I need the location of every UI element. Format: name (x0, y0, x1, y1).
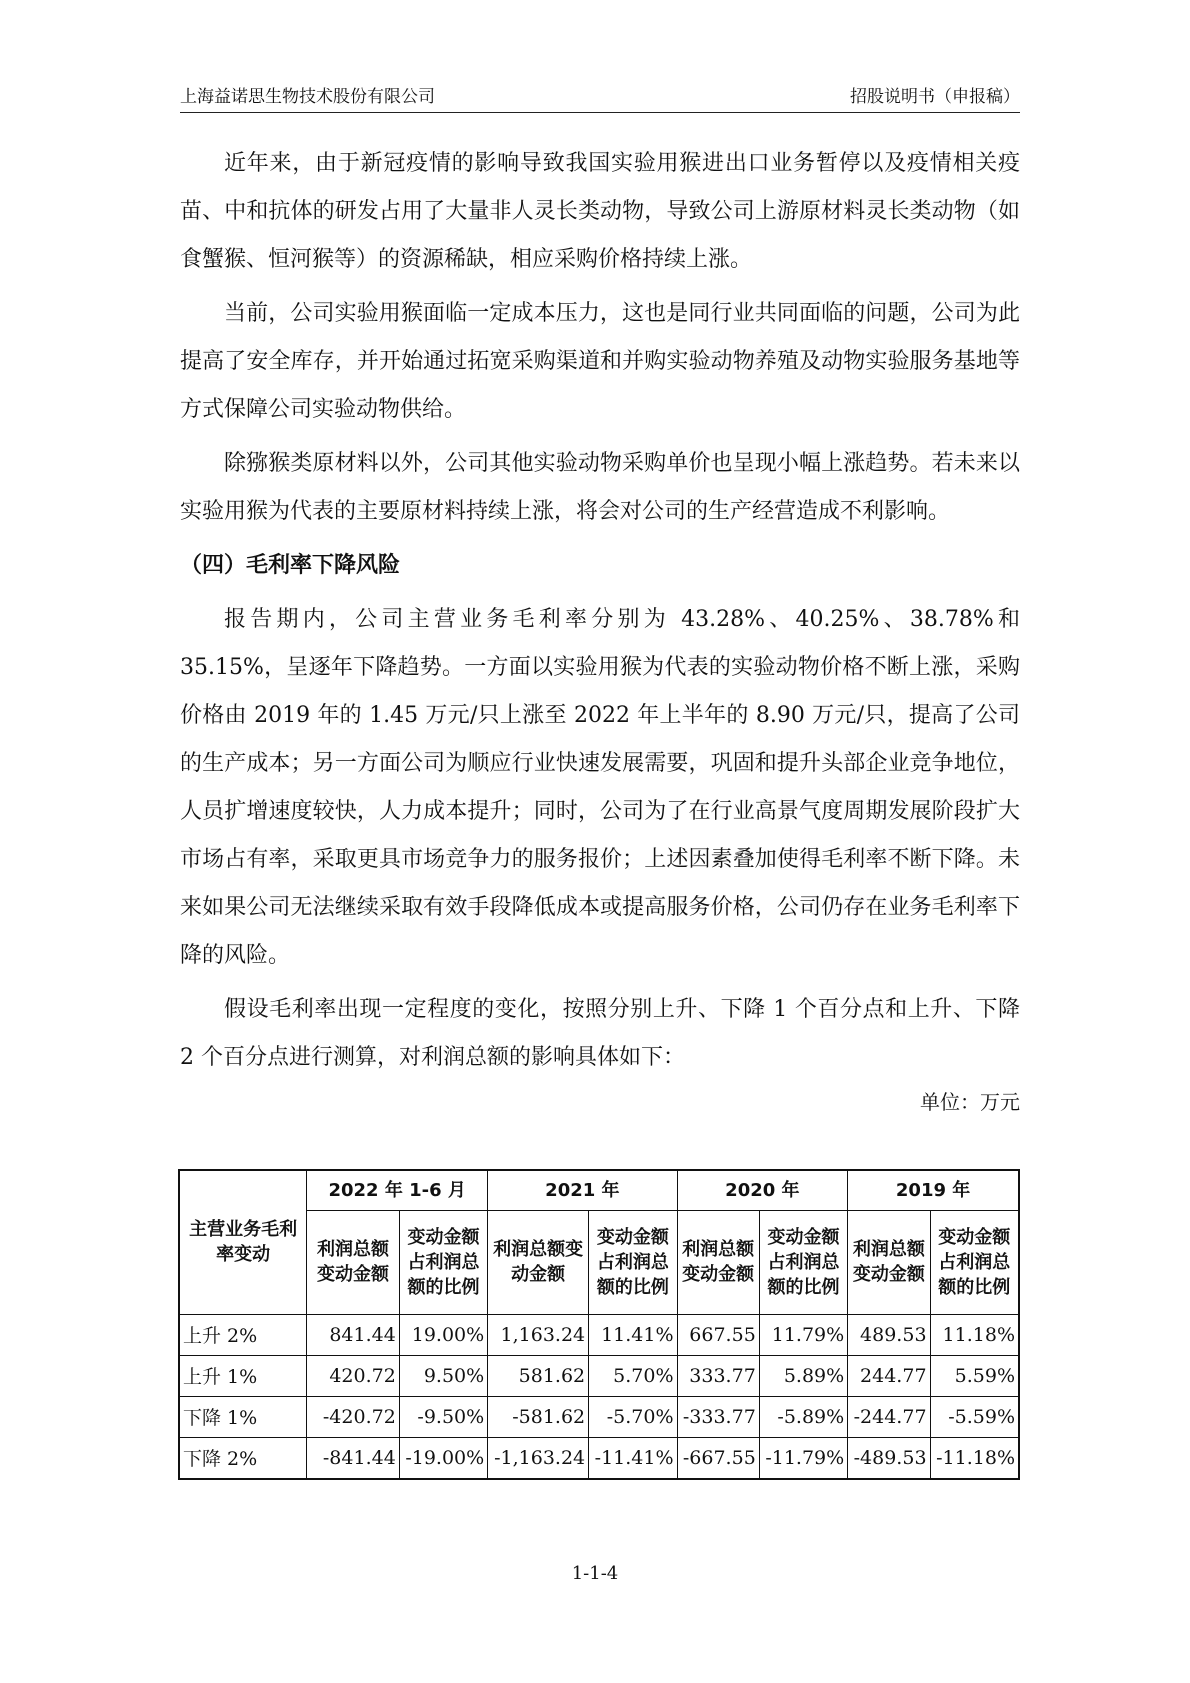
row-label: 上升 2% (179, 1314, 307, 1355)
sub-header: 变动金额占利润总额的比例 (399, 1210, 487, 1314)
period-header: 2020 年 (677, 1170, 848, 1210)
table-cell: 841.44 (307, 1314, 400, 1355)
sub-header: 利润总额变动金额 (307, 1210, 400, 1314)
table-cell: 11.18% (930, 1314, 1019, 1355)
table-cell: -11.79% (759, 1437, 847, 1479)
table-body (179, 1314, 1019, 1479)
paragraph-1: 近年来，由于新冠疫情的影响导致我国实验用猴进出口业务暂停以及疫情相关疫苗、中和抗体的研发占用了大量非人灵长类动物，导致公司上游原材料灵长类动物（如食蟹猴、恒河猴等）的资源稀缺，相应采购价格持续上涨。 (180, 151, 1020, 272)
paragraph-3: 除猕猴类原材料以外，公司其他实验动物采购单价也呈现小幅上涨趋势。若未来以实验用猴为代表的主要原材料持续上涨，将会对公司的生产经营造成不利影响。 (180, 451, 1020, 524)
table-cell: -489.53 (848, 1437, 930, 1479)
company-name: 上海益诺思生物技术股份有限公司 (180, 87, 435, 107)
table-cell: 1,163.24 (488, 1314, 589, 1355)
page-header (180, 86, 1020, 113)
row-label: 下降 2% (179, 1437, 307, 1479)
period-header: 2019 年 (848, 1170, 1019, 1210)
sub-header: 变动金额占利润总额的比例 (759, 1210, 847, 1314)
corner-header: 主营业务毛利率变动 (179, 1170, 307, 1314)
sub-header: 利润总额变动金额 (848, 1210, 930, 1314)
table-cell: -333.77 (677, 1396, 759, 1437)
table-cell: -9.50% (399, 1396, 487, 1437)
paragraph-2: 当前，公司实验用猴面临一定成本压力，这也是同行业共同面临的问题，公司为此提高了安全库存，并开始通过拓宽采购渠道和并购实验动物养殖及动物实验服务基地等方式保障公司实验动物供给。 (180, 301, 1020, 422)
sub-header: 利润总额变动金额 (677, 1210, 759, 1314)
table-cell: -841.44 (307, 1437, 400, 1479)
paragraph-4: 报告期内，公司主营业务毛利率分别为 43.28%、40.25%、38.78%和 35.15%，呈逐年下降趋势。一方面以实验用猴为代表的实验动物价格不断上涨，采购价格由 2019 年的 1.45 万元/只上涨至 2022 年上半年的 8.90 万元/只，提高了公司的生产成本；另一方面公司为顺应行业快速发展需要，巩固和提升头部企业竞争地位，人员扩增速度较快，人力成本提升；同时，公司为了在行业高景气度周期发展阶段扩大市场占有率，采取更具市场竞争力的服务报价；上述因素叠加使得毛利率不断下降。未来如果公司无法继续采取有效手段降低成本或提高服务价格，公司仍存在业务毛利率下降的风险。 (180, 607, 1020, 968)
table-cell: -1,163.24 (488, 1437, 589, 1479)
table-cell: -5.89% (759, 1396, 847, 1437)
table-cell: -5.59% (930, 1396, 1019, 1437)
table-cell: 5.70% (589, 1355, 677, 1396)
page-number: 1-1-4 (571, 1563, 619, 1584)
paragraph-5: 假设毛利率出现一定程度的变化，按照分别上升、下降 1 个百分点和上升、下降 2 个百分点进行测算，对利润总额的影响具体如下： (180, 997, 1020, 1070)
table-cell: 5.59% (930, 1355, 1019, 1396)
table-cell: 420.72 (307, 1355, 400, 1396)
sub-header: 变动金额占利润总额的比例 (589, 1210, 677, 1314)
table-cell: 11.41% (589, 1314, 677, 1355)
table-cell: -244.77 (848, 1396, 930, 1437)
sub-header: 利润总额变动金额 (488, 1210, 589, 1314)
table-cell: 333.77 (677, 1355, 759, 1396)
table-cell: -667.55 (677, 1437, 759, 1479)
table-cell: -11.41% (589, 1437, 677, 1479)
table-cell: 667.55 (677, 1314, 759, 1355)
table-cell: 5.89% (759, 1355, 847, 1396)
table-cell: -19.00% (399, 1437, 487, 1479)
sub-header: 变动金额占利润总额的比例 (930, 1210, 1019, 1314)
table-row (179, 1355, 1019, 1396)
main-content (180, 140, 1020, 1116)
table-cell: -5.70% (589, 1396, 677, 1437)
table-cell: 19.00% (399, 1314, 487, 1355)
period-header: 2021 年 (488, 1170, 677, 1210)
table-cell: 244.77 (848, 1355, 930, 1396)
table-cell: -11.18% (930, 1437, 1019, 1479)
table-cell: 581.62 (488, 1355, 589, 1396)
unit-label: 单位：万元 (920, 1090, 1020, 1114)
table-cell: -420.72 (307, 1396, 400, 1437)
section-heading: （四）毛利率下降风险 (180, 553, 401, 578)
table-cell: 11.79% (759, 1314, 847, 1355)
row-label: 下降 1% (179, 1396, 307, 1437)
table-row (179, 1314, 1019, 1355)
table-row (179, 1396, 1019, 1437)
table-cell: 489.53 (848, 1314, 930, 1355)
period-header: 2022 年 1-6 月 (307, 1170, 488, 1210)
table-row (179, 1437, 1019, 1479)
row-label: 上升 1% (179, 1355, 307, 1396)
table-cell: -581.62 (488, 1396, 589, 1437)
document-title: 招股说明书（申报稿） (850, 87, 1020, 107)
gross-margin-sensitivity-table (178, 1169, 1020, 1480)
table-cell: 9.50% (399, 1355, 487, 1396)
